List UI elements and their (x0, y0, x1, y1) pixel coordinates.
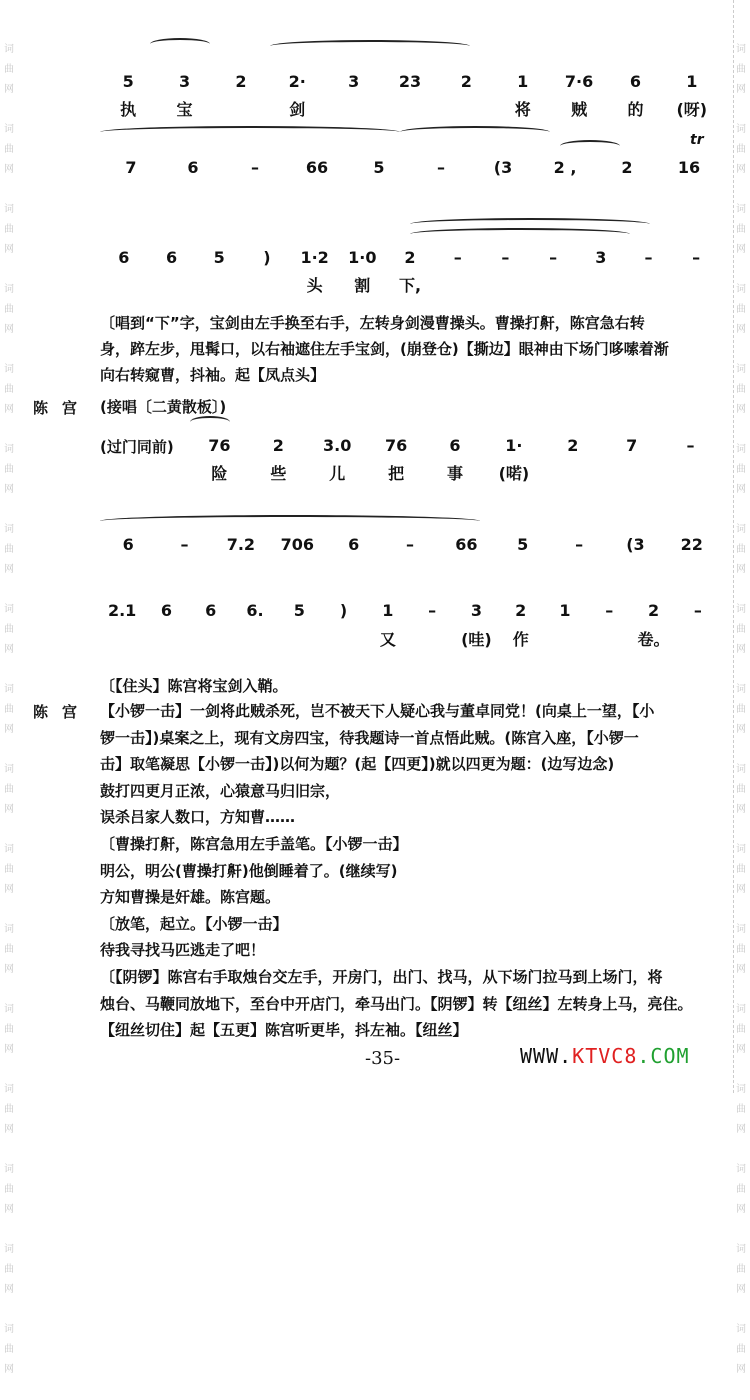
note: 76 (384, 436, 408, 455)
text-line: 【纽丝切住】起【五更】陈宫听更毕，抖左袖。【纽丝】 (100, 1021, 468, 1040)
slur (150, 38, 210, 50)
note: (3 (626, 535, 645, 554)
lyrics-row (190, 461, 720, 484)
note: – (692, 248, 701, 267)
note: 6 (205, 601, 217, 620)
note: 3.0 (323, 436, 352, 455)
note: ) (339, 601, 348, 620)
note: – (405, 535, 414, 554)
text-line: 待我寻找马匹逃走了吧！ (100, 941, 266, 960)
text-line: 明公，明公(曹操打鼾)他倒睡着了。(继续写) (100, 861, 398, 880)
lyric (148, 273, 196, 296)
text-line: 向右转窥曹，抖袖。起【凤点头】 (100, 366, 326, 384)
note: 23 (398, 72, 422, 91)
lyric (543, 461, 602, 484)
lyric: 把 (388, 464, 405, 483)
lyric: 的 (627, 100, 644, 119)
note: 66 (455, 535, 478, 554)
text-line: 〔【阴锣】陈宫右手取烛台交左手，开房门，出门、找马，从下场门拉马到上场门，将 (100, 967, 663, 986)
note: 7 (626, 436, 638, 455)
slur (400, 126, 550, 138)
text-line: 〔曹操打鼾，陈宫急用左手盖笔。【小锣一击】 (100, 834, 408, 853)
note: – (453, 248, 462, 267)
lyric (434, 273, 482, 296)
score-prefix: (过门同前) (100, 438, 174, 456)
role-label: 陈宫 (33, 703, 92, 721)
note: 66 (305, 158, 329, 177)
lyric: 宝 (176, 100, 193, 119)
lyric (438, 97, 494, 120)
text-line: 误杀吕家人数口，方知曹…… (100, 808, 296, 827)
lyric (277, 627, 321, 650)
note: 3 (348, 72, 360, 91)
slur (100, 126, 400, 138)
note: 6 (449, 436, 461, 455)
note: 76 (208, 436, 231, 455)
lyric: 头 (306, 276, 323, 295)
lyric (676, 627, 720, 650)
note: 5 (517, 535, 529, 554)
singing-direction: (接唱〔二黄散板〕) (100, 398, 227, 416)
note: 1 (517, 72, 529, 91)
lyric (587, 627, 631, 650)
trill-mark: tr (690, 132, 704, 148)
note: 2 (515, 601, 527, 620)
note: 1 (559, 601, 571, 620)
lyric (243, 273, 291, 296)
note: 6 (118, 248, 130, 267)
note: 7.2 (226, 535, 256, 554)
note: 3 (595, 248, 607, 267)
lyric (189, 627, 233, 650)
note: – (693, 601, 702, 620)
site-logo: WWW.KTVC8.COM (520, 1044, 690, 1068)
lyric (195, 273, 243, 296)
notation-row (100, 535, 720, 554)
stage-direction-1 (100, 310, 720, 388)
lyric (213, 97, 269, 120)
note: 3 (178, 72, 191, 91)
lyric (577, 273, 625, 296)
note: 1 (382, 601, 394, 620)
note: – (428, 601, 437, 620)
note: 16 (677, 158, 701, 177)
lyric: (哇) (461, 630, 492, 649)
note: 1·2 (300, 248, 329, 267)
note: 6 (348, 535, 360, 554)
note: – (437, 158, 445, 177)
lyric (321, 627, 365, 650)
lyric: 割 (354, 276, 371, 295)
note: 7 (125, 158, 137, 177)
note: 2 (567, 436, 579, 455)
note: 2 , (553, 158, 577, 177)
text-line: 烛台、马鞭同放地下，至台中开店门，牵马出门。【阴锣】转【纽丝】左转身上马，亮住。 (100, 994, 693, 1013)
page-edge (733, 0, 734, 1093)
note: – (644, 248, 653, 267)
note: – (180, 535, 189, 554)
note: (3 (493, 158, 513, 177)
lyric: 又 (379, 630, 396, 649)
note: 2 (272, 436, 284, 455)
lyric (233, 627, 277, 650)
notation-row (190, 436, 720, 455)
note: 706 (280, 535, 314, 554)
slur (410, 228, 630, 240)
note: 6 (160, 601, 172, 620)
note: 6. (246, 601, 264, 620)
note: 2 (647, 601, 660, 620)
note: – (549, 248, 558, 267)
note: ) (263, 248, 271, 267)
notation-row (100, 601, 720, 620)
note: 2 (235, 72, 247, 91)
notation-row (100, 248, 720, 267)
note: 2· (288, 72, 306, 91)
lyric (382, 97, 438, 120)
lyric (529, 273, 577, 296)
lyric: 作 (512, 630, 529, 649)
note: 3 (470, 601, 482, 620)
note: – (501, 248, 510, 267)
note: 6 (122, 535, 134, 554)
note: 2.1 (107, 601, 137, 620)
lyric: 些 (270, 464, 287, 483)
note: – (575, 535, 584, 554)
note: 2 (621, 158, 633, 177)
notation-row (100, 158, 720, 177)
text-line: 方知曹操是奸雄。陈宫题。 (100, 888, 281, 907)
note: 6 (629, 72, 642, 91)
text-line: 鼓打四更月正浓，心猿意马归旧宗， (100, 781, 341, 800)
note: 5 (293, 601, 305, 620)
lyric (672, 273, 720, 296)
note: 7·6 (564, 72, 594, 91)
lyric (482, 273, 530, 296)
text-line: 身，踤左步，甩髯口，以右袖遮住左手宝剑，(崩登仓)【撕边】眼神由下场门哆嗦着渐 (100, 340, 669, 358)
note: 1 (686, 72, 698, 91)
text-line: 击】取笔凝思【小锣一击】)以何为题？(起【四更】)就以四更为题：(边写边念) (100, 755, 615, 774)
slur (100, 515, 480, 527)
note: 5 (122, 72, 134, 91)
note: 2 (404, 248, 416, 267)
notation-row (100, 72, 720, 91)
watermark-right: 词 曲 网 词 曲 网 词 曲 网 词 曲 网 词 曲 网 词 曲 网 词 曲 网 词 曲 网 词 曲 网 词 曲 网 词 曲 网 词 曲 网 词 曲 网 词 曲 网 词 曲 网 词 曲 网 词 曲 网 (736, 44, 746, 1375)
stage-direction-2: 〔【住头】陈宫将宝剑入鞘。 (100, 677, 288, 695)
role-label: 陈宫 (33, 399, 92, 417)
note: – (686, 436, 695, 455)
lyric: (呀) (676, 100, 708, 119)
page-number: -35- (365, 1048, 401, 1069)
lyric (602, 461, 661, 484)
lyric: 将 (514, 100, 531, 119)
lyrics-row (100, 97, 720, 120)
text-line: 〔唱到“下”字，宝剑由左手换至右手，左转身剑漫曹操头。曹操打鼾，陈宫急右转 (100, 314, 645, 332)
lyric (325, 97, 381, 120)
lyric: 卷。 (637, 630, 670, 649)
lyric: 贼 (571, 100, 588, 119)
lyric (661, 461, 720, 484)
slur (560, 140, 620, 152)
slur (270, 40, 470, 52)
lyric: 儿 (329, 464, 346, 483)
text-line: 锣一击】)桌案之上，现有文房四宝，待我题诗一首点悟此贼。(陈宫入座，【小锣一 (100, 728, 639, 747)
lyric: (喏) (498, 464, 530, 483)
lyric (100, 273, 148, 296)
lyric (625, 273, 673, 296)
note: – (251, 158, 259, 177)
note: 6 (165, 248, 178, 267)
lyric: 执 (120, 100, 137, 119)
lyric (543, 627, 587, 650)
text-line: 〔放笔，起立。【小锣一击】 (100, 914, 288, 933)
text-line: 【小锣一击】一剑将此贼杀死，岂不被天下人疑心我与董卓同党！(向桌上一望，【小 (100, 702, 655, 720)
lyric: 险 (211, 464, 228, 483)
note: 1·0 (348, 248, 377, 267)
lyric (144, 627, 188, 650)
lyrics-row (100, 273, 720, 296)
speech (100, 698, 720, 1044)
note: 5 (373, 158, 385, 177)
note: 6 (187, 158, 199, 177)
lyric (410, 627, 454, 650)
note: – (605, 601, 614, 620)
lyric (100, 627, 144, 650)
note: 2 (460, 72, 472, 91)
lyric: 剑 (289, 100, 306, 119)
lyric: 事 (446, 464, 463, 483)
lyrics-row (100, 627, 720, 650)
watermark-left: 词 曲 网 词 曲 网 词 曲 网 词 曲 网 词 曲 网 词 曲 网 词 曲 网 词 曲 网 词 曲 网 词 曲 网 词 曲 网 词 曲 网 词 曲 网 词 曲 网 词 曲 网 词 曲 网 词 曲 网 (4, 44, 14, 1375)
note: 5 (213, 248, 225, 267)
note: 22 (680, 535, 703, 554)
note: 1· (505, 436, 523, 455)
lyric: 下, (398, 276, 422, 295)
